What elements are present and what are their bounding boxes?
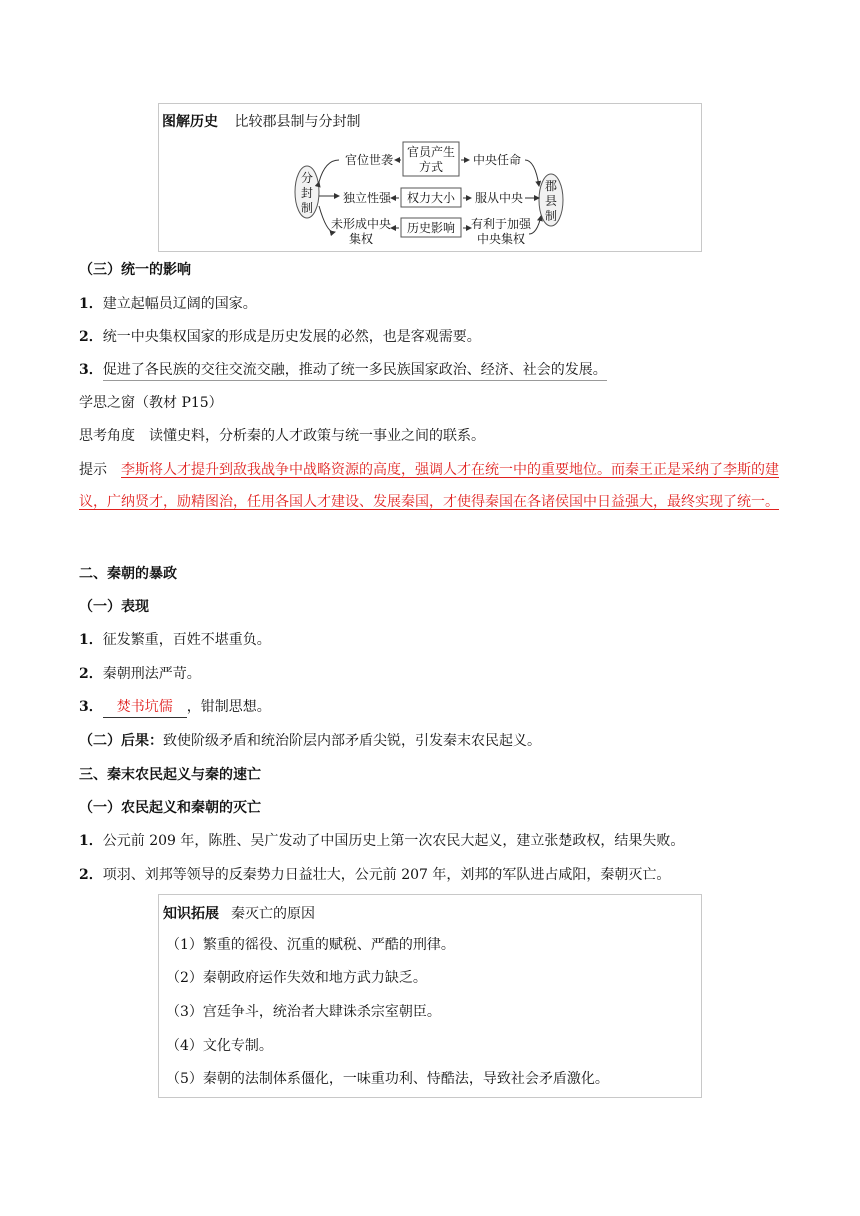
- knowledge-header: [163, 904, 315, 924]
- right-item: 中央任命: [472, 153, 522, 167]
- diagram-box: [158, 103, 702, 252]
- left-system-char: 制: [300, 201, 314, 215]
- center-label: 官员产生: [406, 145, 456, 159]
- item-text: 促进了各民族的交往交流交融，推动了统一多民族国家政治、经济、社会的发展。: [103, 360, 607, 381]
- left-item: 独立性强: [342, 191, 392, 205]
- consequence-text: 致使阶级矛盾和统治阶层内部矛盾尖锐，引发秦末农民起义。: [163, 733, 541, 749]
- left-item: 未形成中央: [330, 217, 392, 231]
- knowledge-label: 知识拓展: [163, 906, 219, 922]
- list-item: [79, 294, 257, 314]
- right-system-char: 郡: [544, 179, 558, 193]
- list-item: [79, 697, 271, 718]
- tip-answer: 李斯将人才提升到敌我战争中战略资源的高度，强调人才在统一中的重要地位。而秦王正是采纳了李斯的建议，广纳贤才，励精图治，任用各国人才建设、发展秦国，才使得秦国在各诸侯国中日益强大，最终实现了统一。: [79, 462, 779, 510]
- diagram-title: 比较郡县制与分封制: [234, 114, 361, 130]
- subsection-heading: （一）农民起义和秦朝的灭亡: [79, 800, 261, 816]
- diagram-label: 图解历史: [162, 114, 218, 130]
- section-heading: 二、秦朝的暴政: [79, 566, 177, 582]
- subsection-heading: （一）表现: [79, 599, 149, 615]
- item-text: 统一中央集权国家的形成是历史发展的必然，也是客观需要。: [102, 329, 481, 345]
- list-item: [79, 327, 481, 347]
- right-system-char: 制: [544, 209, 558, 223]
- center-label: 方式: [418, 160, 444, 174]
- left-item: 集权: [348, 232, 374, 246]
- thinking-angle: [79, 426, 485, 446]
- knowledge-item: （3）宫廷争斗，统治者大肆诛杀宗室朝臣。: [166, 1004, 441, 1020]
- knowledge-title: 秦灭亡的原因: [231, 906, 315, 922]
- list-item: [79, 831, 684, 851]
- item-text: 公元前 209 年，陈胜、吴广发动了中国历史上第一次农民大起义，建立张楚政权，结果失败。: [102, 833, 685, 849]
- item-text: 秦朝刑法严苛。: [102, 666, 201, 682]
- consequence: [79, 731, 541, 751]
- item-number: 1．: [79, 833, 103, 849]
- tip-paragraph: [79, 454, 779, 518]
- knowledge-box: [158, 894, 702, 1098]
- list-item: [79, 630, 271, 650]
- item-text: ，钳制思想。: [186, 699, 271, 715]
- angle-label: 思考角度: [79, 428, 135, 444]
- right-system-char: 县: [544, 194, 558, 208]
- left-system-char: 封: [300, 186, 314, 200]
- consequence-label: （二）后果：: [79, 733, 163, 749]
- left-system-char: 分: [300, 171, 314, 185]
- list-item: [79, 865, 670, 885]
- item-number: 3．: [79, 362, 103, 378]
- item-number: 2．: [79, 329, 103, 345]
- item-number: 2．: [79, 867, 103, 883]
- item-number: 1．: [79, 632, 103, 648]
- right-item: 中央集权: [476, 232, 526, 246]
- xuesi-title: 学思之窗（教材 P15）: [79, 395, 223, 411]
- blank-answer: 焚书坑儒: [116, 699, 173, 715]
- knowledge-item: （2）秦朝政府运作失效和地方武力缺乏。: [166, 970, 427, 986]
- item-number: 3．: [79, 699, 103, 715]
- tip-label: 提示: [79, 462, 107, 478]
- right-item: 有利于加强: [470, 217, 532, 231]
- item-text: 项羽、刘邦等领导的反秦势力日益壮大，公元前 207 年，刘邦的军队进占咸阳，秦朝灭亡。: [102, 867, 671, 883]
- section-heading: （三）统一的影响: [79, 262, 191, 278]
- center-label: 历史影响: [406, 221, 456, 235]
- item-number: 2．: [79, 666, 103, 682]
- section-heading: 三、秦末农民起义与秦的速亡: [79, 767, 261, 783]
- diagram-svg: [159, 104, 701, 251]
- item-text: 征发繁重，百姓不堪重负。: [102, 632, 271, 648]
- left-item: 官位世袭: [344, 153, 394, 167]
- knowledge-item: （1）繁重的徭役、沉重的赋税、严酷的刑律。: [166, 937, 455, 953]
- knowledge-item: （5）秦朝的法制体系僵化，一味重功利、恃酷法，导致社会矛盾激化。: [166, 1071, 609, 1087]
- right-item: 服从中央: [474, 191, 524, 205]
- list-item: [79, 664, 201, 684]
- angle-text: 读懂史料，分析秦的人才政策与统一事业之间的联系。: [149, 428, 485, 444]
- answer-blank: [103, 697, 187, 718]
- list-item: [79, 360, 607, 381]
- item-text: 建立起幅员辽阔的国家。: [102, 296, 257, 312]
- center-label: 权力大小: [406, 191, 456, 205]
- item-number: 1．: [79, 296, 103, 312]
- knowledge-item: （4）文化专制。: [166, 1038, 273, 1054]
